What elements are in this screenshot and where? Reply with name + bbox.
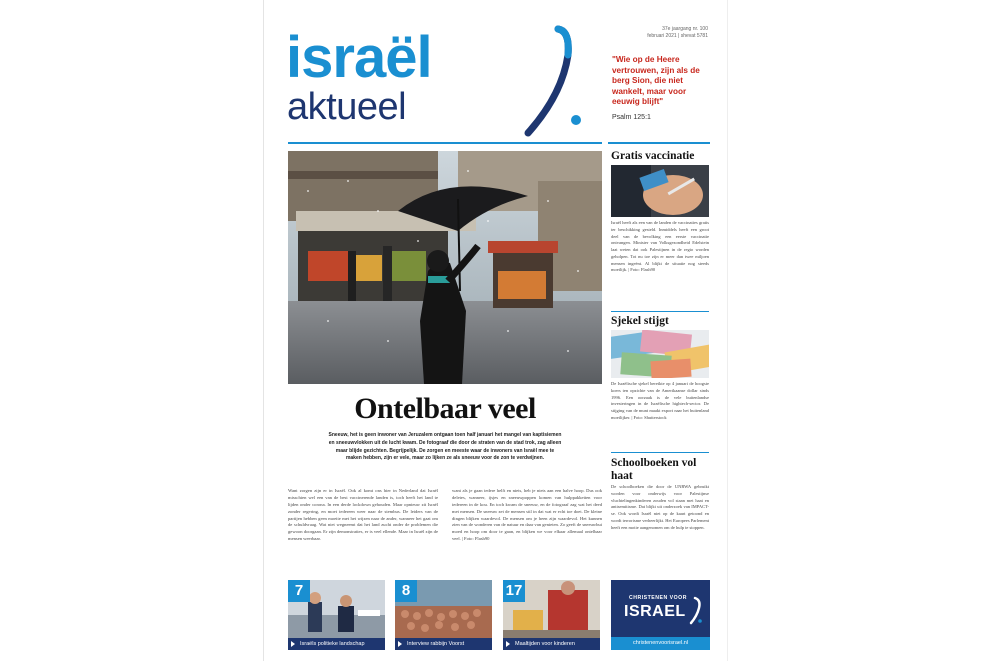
quote-reference: Psalm 125:1 [612, 114, 651, 121]
arrow-right-icon [506, 641, 510, 647]
body-column-1: Want zorgen zijn er in Israël. Ook al komt ons hier in Nederland dat Israël misschien wel een van de best vaccinerende landen is, toch heeft het land te lijden onder corona. In een derde lockdown gehouden. Maar opnieuw zit Israël zonder regering, en moet iedereen weer naar de stembus. De leiders van de partijen hebben geen moeite met het wijzen naar de ander, wanneer het gaat om de schuldvraag. Wat niet wegneemt dat het land zucht onder de problemen die gewoon doorgaan. Er zijn demonstraties, er is veel ellende. Maar in Israël zijn de mensen weerbaar. [288, 488, 438, 542]
sidebar-divider-2 [611, 452, 709, 453]
body-column-2: want als je gaan iedere helft en niets, heb je niets aan een halve hoop. Dus ook deletes, wanneer, ijsjes en sneeuwpoppen komen van hulppakketten voor iedereen in de kou. En toch kwam de sneeuw, en de fotograaf zag wat het deed met mensen. De sneeuw zet de mensen stil in dat wat er echt toe doet. De kleine dingen blijken waardevol. De mensen om je heen zijn waardevol. Het kunnen zien van de wonderen van de natuur en daar van genieten. Zo geeft de sneeuwbui moed en hoop om door te gaan, en blijken we voor elkaar allemaal ontelbaar veel. | Foto: Flash90 [452, 488, 602, 542]
arrow-right-icon [398, 641, 402, 647]
issue-date: februari 2021 | shevat 5781 [647, 33, 708, 39]
teaser-caption: Maaltijden voor kinderen [503, 638, 600, 650]
sidebar-text-vaccination: Israël heeft als een van de landen de vaccinaties gratis ter beschikking gesteld. Inmiddels heeft een groot deel van de bevolking een eerste vaccinatie ontvangen. Minister van Volksgezondheid Edelstein laat weten dat ook Palestijnen in de regio worden geholpen. Tot nu toe zijn er meer dan twee miljoen mensen ingeënt. Al blijkt de situatie nog steeds moeilijk. | Foto: Flash90 [611, 220, 709, 273]
divider-main [288, 142, 602, 144]
sidebar-text-schoolbooks: De schoolboeken die door de UNRWA gebruikt worden voor onderwijs voor Palestijnse vluchtelingenkinderen zouden vol staan met haat en antisemitisme. Dat blijkt uit onderzoek van IMPACT-se. Ook wordt Israël niet op de kaart getoond en wordt terrorisme verheerlijkt. Het Europees Parlement heeft een motie aangenomen om de hulp te stoppen. [611, 484, 709, 530]
teaser-page-number: 17 [503, 580, 525, 602]
sidebar-image-vaccination [611, 165, 709, 217]
divider-side [608, 142, 710, 144]
issue-number: 37e jaargang nr. 100 [662, 26, 708, 32]
sidebar-heading-vaccination: Gratis vaccinatie [611, 150, 695, 162]
sidebar-divider-1 [611, 311, 709, 312]
teaser-caption: Israëls politieke landschap [288, 638, 385, 650]
teaser-page-number: 7 [288, 580, 310, 602]
arrow-right-icon [291, 641, 295, 647]
masthead-logo-aktueel: aktueel [287, 86, 407, 128]
teaser-caption: Interview rabbijn Voorst [395, 638, 492, 650]
brand-url-link[interactable]: christenenvoorisrael.nl [611, 637, 710, 650]
sidebar-image-banknotes [611, 330, 709, 378]
cover-photo-umbrella-snow [288, 151, 602, 384]
teaser-page-number: 8 [395, 580, 417, 602]
lead-intro: Sneeuw, het is geen inwoner van Jeruzalem ontgaan toen half januari het mangel van kaptisiemen en sneeuwvlokken uit de lucht kwam. De fotograaf die door de straten van de stad trok, zag alleen maar blijde gezichten. Begrijpelijk. De zorgen en meeste waar de inwoners van Israël mee te maken hebben, zijn er vele, maar zo lijken ze als sneeuw voor de zon te verdwijnen. [328, 432, 562, 462]
sidebar-text-shekel: De Israëlische sjekel bereikte op 4 januari de hoogste koers ten opzichte van de Amerikaanse dollar sinds 1996. Een oorzaak is de vele buitenlandse investeringen in de Israëlische hightech-sector. De stijging van de munt maakt export naar het buitenland moeilijker. | Foto: Shutterstock [611, 381, 709, 420]
sidebar-heading-schoolbooks: Schoolboeken vol haat [611, 457, 697, 482]
brand-line1: CHRISTENEN VOOR [629, 595, 687, 601]
brand-line2: ISRAEL [624, 603, 686, 620]
teaser-tile-interview[interactable] [395, 580, 492, 650]
issue-info [612, 26, 708, 40]
brand-slash-icon [689, 596, 703, 626]
logo-slash-mark [520, 25, 590, 140]
teaser-tile-meals[interactable] [503, 580, 600, 650]
masthead-logo-israel: israël [286, 25, 432, 90]
sidebar-heading-shekel: Sjekel stijgt [611, 315, 669, 327]
brand-block-christenen-voor-israel[interactable] [611, 580, 710, 650]
teaser-tile-politics[interactable] [288, 580, 385, 650]
lead-headline: Ontelbaar veel [354, 392, 536, 425]
bible-quote: "Wie op de Heere vertrouwen, zijn als de berg Sion, die niet wankelt, maar voor eeuwig blijft" [612, 55, 700, 106]
